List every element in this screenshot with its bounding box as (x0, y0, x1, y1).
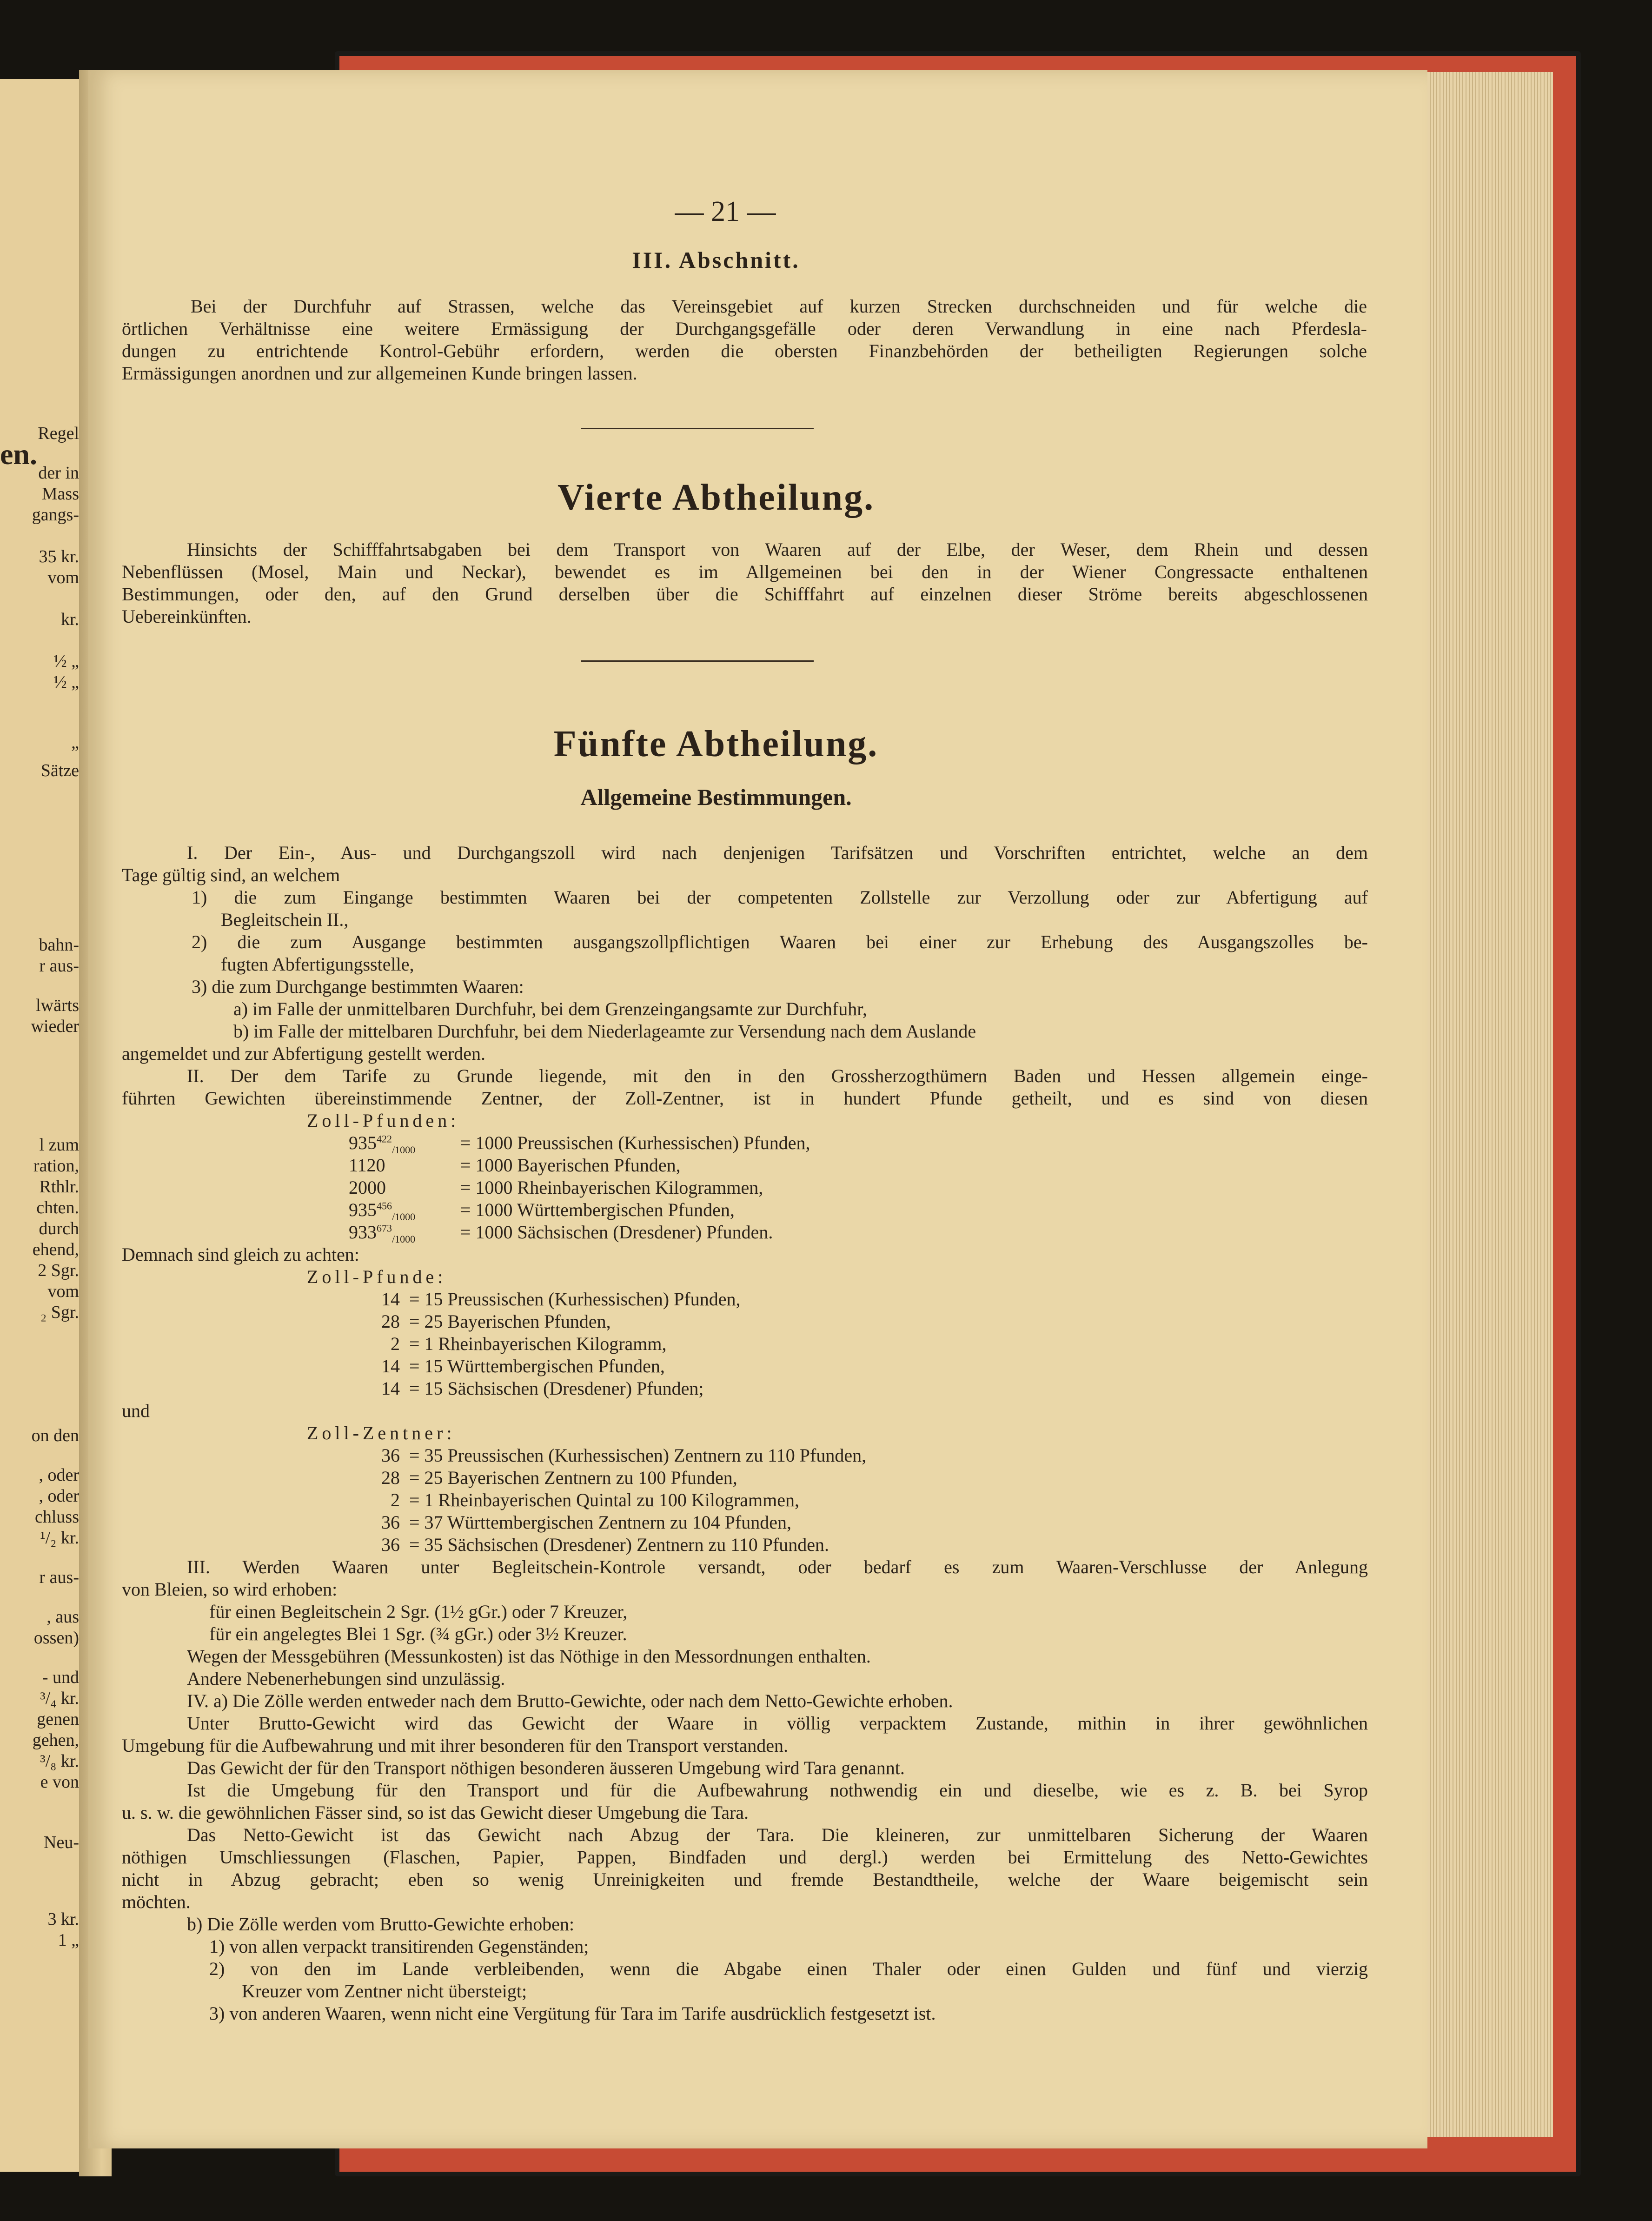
text-line: III. Werden Waaren unter Begleitschein-Kontrole versandt, oder bedarf es zum Waaren-Verschlusse der Anlegung (187, 1556, 1368, 1577)
text-line: Nebenflüssen (Mosel, Main und Neckar), bewendet es im Allgemeinen bei den in der Wiener Congressacte enthaltenen (122, 561, 1368, 582)
pfunde-amount: 14 (381, 1289, 400, 1310)
text-line: Das Netto-Gewicht ist das Gewicht nach Abzug der Tara. Die kleineren, zur unmittelbaren Sicherung der Waaren (187, 1824, 1368, 1845)
text-line: Uebereinkünften. (122, 606, 252, 627)
text-line: Ermässigungen anordnen und zur allgemeinen Kunde bringen lassen. (122, 363, 637, 384)
text-line: u. s. w. die gewöhnlichen Fässer sind, so ist das Gewicht dieser Umgebung die Tara. (122, 1802, 749, 1823)
pfunde-equivalent: = 25 Bayerischen Pfunden, (409, 1311, 611, 1332)
left-page-fragment: 3 kr. (47, 1909, 79, 1929)
text-line: und (122, 1400, 150, 1421)
text-line: 1) die zum Eingange bestimmten Waaren bei der competenten Zollstelle zur Verzollung oder zur Abfertigung auf (192, 887, 1368, 908)
zentner-equivalent: = 35 Sächsischen (Dresdener) Zentnern zu 110 Pfunden. (409, 1534, 829, 1555)
divider (581, 428, 814, 429)
text-line: Bestimmungen, oder den, auf den Grund derselben über die Schifffahrt auf einzelnen dieser Ströme bereits abgeschlossenen (122, 584, 1368, 605)
text-line: 3) von anderen Waaren, wenn nicht eine Vergütung für Tara im Tarife ausdrücklich festgesetzt ist. (209, 2003, 936, 2024)
text-line: I. Der Ein-, Aus- und Durchgangszoll wird nach denjenigen Tarifsätzen und Vorschriften entrichtet, welche an dem (187, 842, 1368, 863)
text-line: Tage gültig sind, an welchem (122, 864, 340, 885)
zentner-amount: 36 (381, 1512, 400, 1533)
page-number: — 21 — (675, 196, 776, 227)
text-line: führten Gewichten übereinstimmende Zentner, der Zoll-Zentner, ist in hundert Pfunde getheilt, und es sind von diesen (122, 1088, 1368, 1109)
pfunde-amount: 28 (381, 1311, 400, 1332)
left-page-fragment: chluss (35, 1507, 79, 1527)
pfunde-equivalent: = 15 Württembergischen Pfunden, (409, 1356, 665, 1376)
divider (581, 660, 814, 662)
pfunde-amount: 14 (381, 1378, 400, 1399)
left-page-fragment: der in (38, 463, 79, 483)
equivalence-text: = 1000 Preussischen (Kurhessischen) Pfunden, (460, 1132, 810, 1153)
fraction-denominator: /1000 (392, 1233, 416, 1245)
left-page-fragment: kr. (60, 610, 79, 629)
left-page-fragment: chten. (36, 1198, 79, 1217)
text-line: Begleitschein II., (221, 909, 349, 930)
equivalence-text: = 1000 Rheinbayerischen Kilogrammen, (460, 1177, 763, 1198)
equivalence-text: = 1000 Sächsischen (Dresdener) Pfunden. (460, 1222, 773, 1243)
fraction-numerator: 456 (377, 1200, 392, 1212)
table-label: Zoll-Pfunden: (307, 1110, 460, 1131)
equivalence-value: $933^{673}_{/1000}$ (349, 1222, 416, 1245)
left-page-heading: en. (0, 438, 37, 471)
fraction-denominator: /1000 (392, 1144, 416, 1156)
text-line: Das Gewicht der für den Transport nöthigen besonderen äusseren Umgebung wird Tara genannt. (187, 1757, 905, 1778)
left-page-fragment: Regel (38, 424, 79, 443)
left-page-fragment: ration, (33, 1156, 79, 1176)
text-line: von Bleien, so wird erhoben: (122, 1579, 338, 1600)
text-line: für ein angelegtes Blei 1 Sgr. (¾ gGr.) oder 3½ Kreuzer. (209, 1623, 627, 1644)
pfunde-equivalent: = 1 Rheinbayerischen Kilogramm, (409, 1333, 667, 1354)
text-line: Andere Nebenerhebungen sind unzulässig. (187, 1668, 505, 1689)
text-line: nicht in Abzug gebracht; eben so wenig Unreinigkeiten und fremde Bestandtheile, welche der Waare beigemischt sein (122, 1869, 1368, 1890)
left-page-fragment: , oder (39, 1486, 79, 1506)
left-page-fragment: , aus (46, 1607, 79, 1627)
left-page-fragment: durch (39, 1219, 79, 1238)
text-line: Hinsichts der Schifffahrtsabgaben bei dem Transport von Waaren auf der Elbe, der Weser, dem Rhein und dessen (187, 539, 1368, 560)
part-heading: Fünfte Abtheilung. (553, 724, 879, 765)
text-line: 1) von allen verpackt transitirenden Gegenständen; (209, 1936, 589, 1957)
left-page-fragment: ¹/₂ kr. (40, 1528, 79, 1548)
text-line: fugten Abfertigungsstelle, (221, 954, 414, 975)
left-page-fragment: l zum (39, 1135, 79, 1155)
left-page (0, 79, 84, 2172)
table-label: Zoll-Pfunde: (307, 1266, 447, 1287)
left-page-fragment: lwärts (36, 996, 79, 1015)
text-line: a) im Falle der unmittelbaren Durchfuhr, bei dem Grenzeingangsamte zur Durchfuhr, (233, 998, 867, 1019)
zentner-equivalent: = 37 Württembergischen Zentnern zu 104 Pfunden, (409, 1512, 791, 1533)
left-page-fragment: Mass (41, 484, 79, 504)
zentner-amount: 28 (381, 1467, 400, 1488)
zentner-equivalent: = 35 Preussischen (Kurhessischen) Zentnern zu 110 Pfunden, (409, 1445, 867, 1466)
left-page-fragment: bahn- (39, 935, 79, 955)
zentner-amount: 2 (391, 1490, 400, 1510)
part-heading: Vierte Abtheilung. (557, 477, 875, 518)
zentner-equivalent: = 1 Rheinbayerischen Quintal zu 100 Kilogrammen, (409, 1490, 800, 1510)
fraction-numerator: 422 (377, 1133, 392, 1145)
equivalence-text: = 1000 Württembergischen Pfunden, (460, 1199, 735, 1220)
text-line: 2) von den im Lande verbleibenden, wenn die Abgabe einen Thaler oder einen Gulden und fünf und vierzig (209, 1958, 1368, 1979)
left-page-fragment: ehend, (32, 1240, 79, 1259)
left-page-fragment: e von (40, 1772, 79, 1792)
text-line: nöthigen Umschliessungen (Flaschen, Papier, Pappen, Bindfaden und dergl.) werden bei Ermittelung des Netto-Gewichtes (122, 1847, 1368, 1868)
equivalence-value: $935^{456}_{/1000}$ (349, 1199, 416, 1223)
zentner-amount: 36 (381, 1445, 400, 1466)
left-page-fragment: ½ „ (53, 672, 79, 692)
left-page-fragment: ₂ Sgr. (40, 1303, 79, 1322)
left-page-fragment: ossen) (33, 1628, 79, 1648)
text-line: für einen Begleitschein 2 Sgr. (1½ gGr.) oder 7 Kreuzer, (209, 1601, 628, 1622)
left-page-fragment: Rthlr. (39, 1177, 79, 1197)
left-page-fragment: r aus- (39, 1568, 79, 1587)
left-page-fragment: ³/₈ kr. (40, 1751, 79, 1771)
table-label: Zoll-Zentner: (307, 1423, 456, 1443)
left-page-fragment: Sätze (40, 761, 79, 780)
left-page-fragment: wieder (31, 1017, 79, 1036)
fraction-numerator: 673 (377, 1222, 392, 1234)
left-page-fragment: 2 Sgr. (38, 1261, 79, 1280)
left-page-fragment: vom (47, 1282, 79, 1301)
left-page-fragment: r aus- (39, 956, 79, 976)
left-page-fragment: vom (47, 568, 79, 587)
pfunde-amount: 14 (381, 1356, 400, 1376)
left-page-fragment: ½ „ (53, 652, 79, 671)
pfunde-equivalent: = 15 Sächsischen (Dresdener) Pfunden; (409, 1378, 704, 1399)
left-page-fragment: „ (71, 733, 79, 752)
text-line: b) Die Zölle werden vom Brutto-Gewichte erhoben: (187, 1914, 575, 1935)
pfunde-amount: 2 (391, 1333, 400, 1354)
fraction-denominator: /1000 (392, 1211, 416, 1223)
text-line: IV. a) Die Zölle werden entweder nach dem Brutto-Gewichte, oder nach dem Netto-Gewichte erhoben. (187, 1690, 953, 1711)
text-line: Umgebung für die Aufbewahrung und mit ihrer besonderen für den Transport verstanden. (122, 1735, 789, 1756)
text-line: 3) die zum Durchgange bestimmten Waaren: (192, 976, 524, 997)
text-line: b) im Falle der mittelbaren Durchfuhr, bei dem Niederlageamte zur Versendung nach dem Auslande (233, 1021, 976, 1042)
equivalence-value: 2000 (349, 1177, 386, 1198)
text-line: Wegen der Messgebühren (Messunkosten) ist das Nöthige in den Messordnungen enthalten. (187, 1646, 871, 1667)
pfunde-equivalent: = 15 Preussischen (Kurhessischen) Pfunden, (409, 1289, 741, 1310)
left-page-fragment: 1 „ (58, 1930, 79, 1950)
equivalence-value: $935^{422}_{/1000}$ (349, 1132, 416, 1156)
left-page-fragment: genen (37, 1709, 79, 1729)
equivalence-value: 1120 (349, 1155, 385, 1176)
left-page-fragment: on den (31, 1426, 79, 1445)
text-line: Unter Brutto-Gewicht wird das Gewicht der Waare in völlig verpacktem Zustande, mithin in ihrer gewöhnlichen (187, 1713, 1368, 1734)
left-page-fragment: 35 kr. (39, 547, 79, 566)
left-page-fragment: Neu- (44, 1833, 79, 1852)
text-line: II. Der dem Tarife zu Grunde liegende, mit den in den Grossherzogthümern Baden und Hessen allgemein einge- (187, 1065, 1368, 1086)
text-line: Ist die Umgebung für den Transport und für die Aufbewahrung nothwendig ein und dieselbe, wie es z. B. bei Syrop (187, 1780, 1368, 1801)
text-line: 2) die zum Ausgange bestimmten ausgangszollpflichtigen Waaren bei einer zur Erhebung des Ausgangszolles be- (192, 931, 1368, 952)
section-title: III. Abschnitt. (632, 247, 800, 273)
zentner-equivalent: = 25 Bayerischen Zentnern zu 100 Pfunden, (409, 1467, 737, 1488)
text-line: dungen zu entrichtende Kontrol-Gebühr erfordern, werden die obersten Finanzbehörden der betheiligten Regierungen solche (122, 340, 1367, 361)
left-page-fragment: , oder (39, 1465, 79, 1485)
left-page-fragment: ³/₄ kr. (40, 1689, 79, 1708)
left-page-fragment: - und (42, 1668, 79, 1687)
text-line: Bei der Durchfuhr auf Strassen, welche das Vereinsgebiet auf kurzen Strecken durchschneiden und für welche die (191, 296, 1367, 317)
text-line: Kreuzer vom Zentner nicht übersteigt; (242, 1981, 527, 2002)
left-page-fragment: gehen, (32, 1730, 79, 1750)
text-line: möchten. (122, 1891, 191, 1912)
text-line: örtlichen Verhältnisse eine weitere Ermässigung der Durchgangsgefälle oder deren Verwandlung in eine nach Pferdesla- (122, 318, 1367, 339)
text-line: Demnach sind gleich zu achten: (122, 1244, 359, 1265)
left-page-fragment: gangs- (32, 505, 79, 525)
zentner-amount: 36 (381, 1534, 400, 1555)
equivalence-text: = 1000 Bayerischen Pfunden, (460, 1155, 681, 1176)
page (88, 70, 1427, 2148)
text-line: angemeldet und zur Abfertigung gestellt werden. (122, 1043, 485, 1064)
part-subtitle: Allgemeine Bestimmungen. (580, 784, 852, 810)
